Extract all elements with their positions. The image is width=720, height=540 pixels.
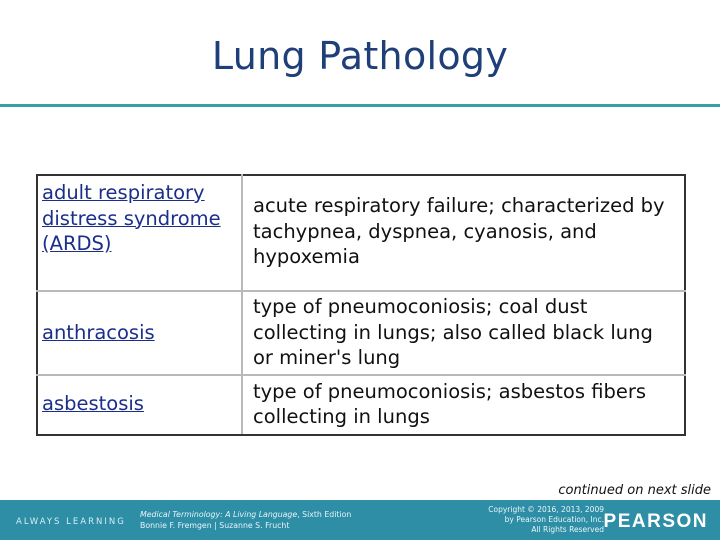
- definition-cell: type of pneumoconiosis; asbestos fibers collecting in lungs: [242, 375, 685, 435]
- footer-book-title: Medical Terminology: A Living Language: [140, 510, 298, 519]
- definition-cell: type of pneumoconiosis; coal dust collecting in lungs; also called black lung or miner's lung: [242, 291, 685, 375]
- footer-book-info: [140, 509, 351, 531]
- definition-cell: acute respiratory failure; characterized by tachypnea, dyspnea, cyanosis, and hypoxemia: [242, 175, 685, 291]
- footer-copyright: [488, 505, 604, 535]
- term-link-asbestosis[interactable]: asbestosis: [42, 392, 144, 416]
- copyright-line: by Pearson Education, Inc.: [504, 515, 604, 524]
- term-cell: [37, 175, 242, 291]
- table-row: [37, 375, 685, 435]
- term-link-ards[interactable]: adult respiratory distress syndrome (ARDS): [42, 181, 221, 255]
- term-link-anthracosis[interactable]: anthracosis: [42, 320, 155, 344]
- footer-authors: Bonnie F. Fremgen | Suzanne S. Frucht: [140, 521, 290, 530]
- footer-bar: [0, 500, 720, 540]
- terms-table: [36, 174, 686, 436]
- footer-tagline: ALWAYS LEARNING: [16, 517, 126, 527]
- term-cell: [37, 291, 242, 375]
- footer-edition: , Sixth Edition: [297, 510, 352, 519]
- term-cell: [37, 375, 242, 435]
- table-row: [37, 175, 685, 291]
- copyright-line: Copyright © 2016, 2013, 2009: [488, 505, 604, 514]
- footer-book-line: [140, 509, 351, 520]
- title-divider: [0, 104, 720, 107]
- copyright-line: All Rights Reserved: [531, 525, 604, 534]
- table-row: [37, 291, 685, 375]
- continued-note: continued on next slide: [558, 483, 711, 498]
- slide-title: Lung Pathology: [211, 34, 509, 78]
- pearson-logo: PEARSON: [603, 511, 708, 532]
